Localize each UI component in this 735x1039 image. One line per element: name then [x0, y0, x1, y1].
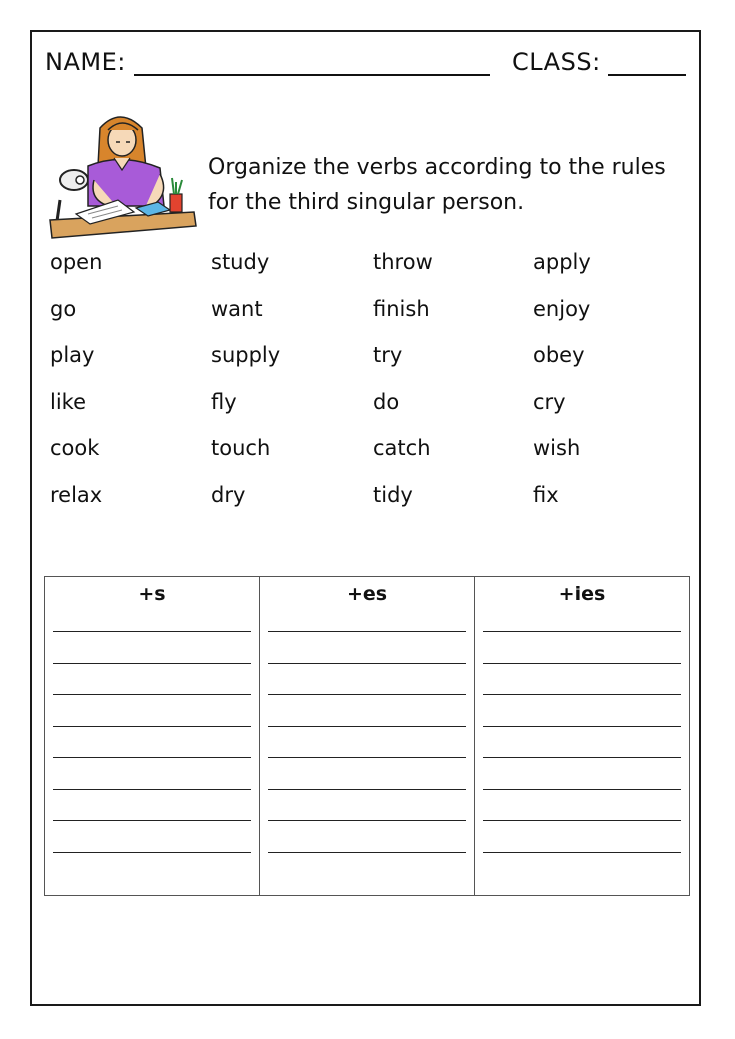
- sorting-table: [44, 576, 690, 896]
- name-field[interactable]: [134, 74, 490, 76]
- column-header: +s: [138, 583, 166, 605]
- answer-line[interactable]: [53, 694, 251, 695]
- class-field[interactable]: [608, 74, 686, 76]
- verb-word: do: [373, 389, 400, 414]
- verb-word: supply: [211, 343, 281, 367]
- column-header: +ies: [558, 583, 606, 605]
- verb-word: throw: [373, 250, 433, 274]
- answer-line[interactable]: [53, 820, 251, 821]
- answer-line[interactable]: [53, 789, 251, 790]
- name-label: NAME:: [45, 48, 126, 76]
- sort-column: [45, 577, 260, 895]
- instructions-text: Organize the verbs according to the rules for the third singular person.: [208, 155, 666, 215]
- answer-line[interactable]: [268, 820, 466, 821]
- sort-column: [475, 577, 689, 895]
- verb-word: dry: [211, 482, 246, 507]
- answer-line[interactable]: [483, 694, 681, 695]
- answer-line[interactable]: [483, 631, 681, 632]
- answer-line[interactable]: [483, 820, 681, 821]
- answer-line[interactable]: [53, 757, 251, 758]
- answer-line[interactable]: [483, 757, 681, 758]
- verb-word: enjoy: [533, 296, 591, 321]
- verb-word: study: [211, 250, 270, 274]
- answer-line[interactable]: [268, 852, 466, 853]
- verb-word: relax: [50, 482, 103, 507]
- answer-line[interactable]: [483, 852, 681, 853]
- verb-word: obey: [533, 343, 585, 367]
- verb-word: fly: [211, 389, 237, 414]
- verb-word: go: [50, 296, 77, 321]
- answer-line[interactable]: [268, 631, 466, 632]
- class-label: CLASS:: [512, 48, 601, 76]
- answer-line[interactable]: [483, 663, 681, 664]
- answer-line[interactable]: [53, 631, 251, 632]
- answer-line[interactable]: [53, 726, 251, 727]
- answer-line[interactable]: [268, 726, 466, 727]
- verb-word: wish: [533, 436, 581, 460]
- verb-word: cook: [50, 436, 100, 460]
- answer-line[interactable]: [268, 757, 466, 758]
- verb-word: play: [50, 343, 95, 367]
- sort-column: [260, 577, 475, 895]
- verb-word: want: [211, 296, 263, 321]
- verb-word: catch: [373, 436, 431, 460]
- answer-line[interactable]: [268, 694, 466, 695]
- column-header: +es: [346, 583, 388, 605]
- verb-word: touch: [211, 436, 271, 460]
- answer-line[interactable]: [483, 789, 681, 790]
- answer-line[interactable]: [53, 852, 251, 853]
- verb-word: fix: [533, 482, 559, 507]
- student-writing-at-desk-icon: [48, 108, 198, 243]
- verb-word: like: [50, 389, 87, 414]
- verb-word: apply: [533, 250, 591, 274]
- verb-word: cry: [533, 389, 566, 414]
- answer-line[interactable]: [268, 663, 466, 664]
- answer-line[interactable]: [483, 726, 681, 727]
- verb-word: open: [50, 250, 103, 274]
- answer-line[interactable]: [53, 663, 251, 664]
- verb-word: try: [373, 343, 403, 367]
- verb-word: tidy: [373, 482, 413, 507]
- answer-line[interactable]: [268, 789, 466, 790]
- verb-word: finish: [373, 296, 430, 321]
